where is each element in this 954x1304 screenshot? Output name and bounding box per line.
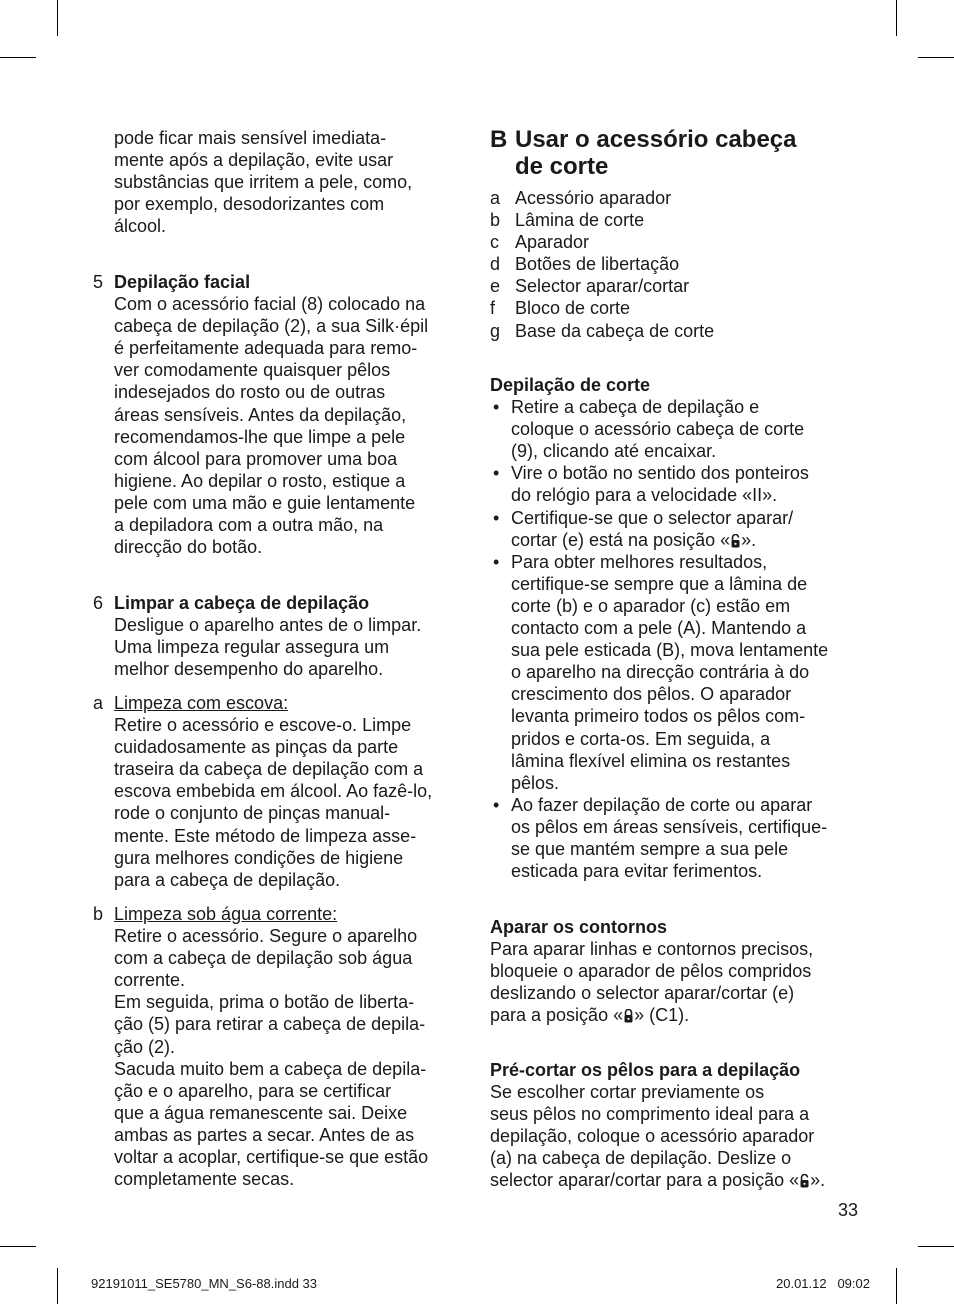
subsection-letter: a xyxy=(93,693,104,713)
text-line: melhor desempenho do aparelho. xyxy=(114,659,384,680)
locked-padlock-icon xyxy=(624,1006,633,1020)
bullet-item xyxy=(490,396,870,462)
text-line: Vire o botão no sentido dos ponteiros xyxy=(511,463,809,484)
section-title: Depilação facial xyxy=(114,272,251,292)
crop-mark xyxy=(896,0,897,36)
text-line: Sacuda muito bem a cabeça de depila- xyxy=(114,1058,427,1079)
text-line: do relógio para a velocidade «II». xyxy=(511,485,778,506)
text-fragment: » (C1). xyxy=(634,1005,690,1026)
list-key: d xyxy=(490,254,501,275)
text-line: seus pêlos no comprimento ideal para a xyxy=(490,1104,810,1125)
bullet-dot: • xyxy=(493,507,500,528)
subsection-title: Limpeza com escova: xyxy=(114,693,289,713)
text-line: por exemplo, desodorizantes com xyxy=(114,194,385,215)
text-line: os pêlos em áreas sensíveis, certifique- xyxy=(511,816,828,837)
text-line: Desligue o aparelho antes de o limpar. xyxy=(114,615,422,636)
bullet-item xyxy=(490,794,870,882)
text-line: substâncias que irritem a pele, como, xyxy=(114,172,413,193)
text-fragment: ». xyxy=(741,529,757,550)
footer-filename: 92191011_SE5780_MN_S6-88.indd 33 xyxy=(91,1276,317,1291)
section-title: Depilação de corte xyxy=(490,375,651,395)
section-title: Pré-cortar os pêlos para a depilação xyxy=(490,1060,801,1080)
text-line: (9), clicando até encaixar. xyxy=(511,441,717,462)
shaving-section xyxy=(490,374,870,882)
text-line: álcool. xyxy=(114,216,167,237)
text-line: mente após a depilação, evite usar xyxy=(114,150,394,171)
text-line: mente. Este método de limpeza asse- xyxy=(114,825,417,846)
text-line: certifique-se sempre que a lâmina de xyxy=(511,573,808,594)
list-item xyxy=(490,253,870,275)
text-line: coloque o acessório cabeça de corte xyxy=(511,419,805,440)
text-fragment: para a posição « xyxy=(490,1005,624,1026)
section-title: Aparar os contornos xyxy=(490,917,668,937)
bullet-item xyxy=(490,462,870,506)
text-line: bloqueie o aparador de pêlos compridos xyxy=(490,961,812,982)
subsection-brush-cleaning xyxy=(114,692,432,891)
text-line: áreas sensíveis. Antes da depilação, xyxy=(114,404,407,425)
list-item xyxy=(490,275,870,297)
list-item xyxy=(490,187,870,209)
text-line: esticada para evitar ferimentos. xyxy=(511,861,763,882)
list-item xyxy=(490,209,870,231)
text-line: contacto com a pele (A). Mantendo a xyxy=(511,618,807,639)
list-label: Selector aparar/cortar xyxy=(515,276,690,297)
crop-mark xyxy=(57,0,58,36)
intro-paragraph xyxy=(114,127,412,237)
text-line: pridos e corta-os. Em seguida, a xyxy=(511,728,771,749)
list-label: Botões de libertação xyxy=(515,254,680,275)
text-line: corrente. xyxy=(114,970,186,991)
text-line: (a) na cabeça de depilação. Deslize o xyxy=(490,1148,792,1169)
bullet-dot: • xyxy=(493,551,500,572)
text-line: Retire a cabeça de depilação e xyxy=(511,397,760,418)
bullet-item xyxy=(490,507,870,551)
section-number: 5 xyxy=(93,272,104,292)
text-line: Para obter melhores resultados, xyxy=(511,551,768,572)
text-line: Ao fazer depilação de corte ou aparar xyxy=(511,794,813,815)
text-line: indesejados do rosto ou de outras xyxy=(114,382,386,403)
bullet-dot: • xyxy=(493,463,500,484)
page-number: 33 xyxy=(838,1200,859,1220)
section-title: Limpar a cabeça de depilação xyxy=(114,593,370,613)
text-line xyxy=(490,1169,825,1191)
list-label: Aparador xyxy=(515,232,590,253)
bullet-dot: • xyxy=(493,397,500,418)
text-line: a depiladora com a outra mão, na xyxy=(114,515,384,536)
text-fragment: cortar (e) está na posição « xyxy=(511,529,731,550)
text-line xyxy=(511,529,870,551)
parts-list xyxy=(490,187,870,342)
text-line: Retire o acessório. Segure o aparelho xyxy=(114,926,418,947)
text-line: o aparelho na direcção contrária à do xyxy=(511,662,810,683)
text-line: Uma limpeza regular assegura um xyxy=(114,637,390,658)
text-line xyxy=(490,1004,813,1026)
text-line: Certifique-se que o selector aparar/ xyxy=(511,507,794,528)
list-label: Bloco de corte xyxy=(515,298,631,319)
list-label: Lâmina de corte xyxy=(515,210,645,231)
text-line: Em seguida, prima o botão de liberta- xyxy=(114,992,415,1013)
text-line: pêlos. xyxy=(511,772,560,793)
text-line: cabeça de depilação (2), a sua Silk·épil xyxy=(114,316,429,337)
text-line: cuidadosamente as pinças da parte xyxy=(114,737,399,758)
text-line: completamente secas. xyxy=(114,1169,295,1190)
bullet-item xyxy=(490,551,870,794)
text-line: ção (5) para retirar a cabeça de depila- xyxy=(114,1014,426,1035)
list-key: e xyxy=(490,276,501,297)
crop-mark xyxy=(918,1246,954,1247)
crop-mark xyxy=(896,1268,897,1304)
text-fragment: ». xyxy=(810,1170,826,1191)
text-line: traseira da cabeça de depilação com a xyxy=(114,759,424,780)
unlocked-padlock-icon xyxy=(800,1171,809,1185)
text-line: deslizando o selector aparar/cortar (e) xyxy=(490,983,795,1004)
list-key: a xyxy=(490,188,501,208)
text-line: lâmina flexível elimina os restantes xyxy=(511,750,791,771)
text-line: com álcool para promover uma boa xyxy=(114,448,398,469)
text-line: rode o conjunto de pinças manual- xyxy=(114,803,391,824)
precut-section xyxy=(490,1059,825,1192)
footer-timestamp xyxy=(776,1276,870,1291)
list-key: c xyxy=(490,232,499,253)
crop-mark xyxy=(57,1268,58,1304)
list-item xyxy=(490,320,870,342)
contours-section xyxy=(490,916,813,1026)
crop-mark xyxy=(918,57,954,58)
text-line: ver comodamente quaisquer pêlos xyxy=(114,360,391,381)
text-line: voltar a acoplar, certifique-se que estão xyxy=(114,1147,429,1168)
section-cleaning xyxy=(114,592,421,680)
text-line: se que mantém sempre a sua pele xyxy=(511,838,789,859)
text-line: Com o acessório facial (8) colocado na xyxy=(114,294,426,315)
text-line: com a cabeça de depilação sob água xyxy=(114,948,413,969)
list-item xyxy=(490,231,870,253)
text-line: sua pele esticada (B), mova lentamente xyxy=(511,640,829,661)
subsection-letter: b xyxy=(93,904,104,924)
list-key: b xyxy=(490,210,501,231)
footer-time: 09:02 xyxy=(837,1276,870,1291)
text-line: para a cabeça de depilação. xyxy=(114,869,341,890)
crop-mark xyxy=(0,57,36,58)
text-line: higiene. Ao depilar o rosto, estique a xyxy=(114,470,406,491)
crop-mark xyxy=(0,1246,36,1247)
text-line: ambas as partes a secar. Antes de as xyxy=(114,1124,415,1145)
text-line: que a água remanescente sai. Deixe xyxy=(114,1102,408,1123)
heading-letter: B xyxy=(490,126,508,153)
text-line: gura melhores condições de higiene xyxy=(114,847,404,868)
section-facial-depilation xyxy=(114,271,428,558)
text-line: pele com uma mão e guie lentamente xyxy=(114,492,416,513)
text-line: corte (b) e o aparador (c) estão em xyxy=(511,595,791,616)
text-line: Se escolher cortar previamente os xyxy=(490,1082,765,1103)
text-line: escova embebida em álcool. Ao fazê-lo, xyxy=(114,781,433,802)
bullet-dot: • xyxy=(493,794,500,815)
unlocked-padlock-icon xyxy=(731,531,740,545)
text-fragment: selector aparar/cortar para a posição « xyxy=(490,1170,800,1191)
list-key: f xyxy=(490,298,496,319)
text-line: ção (2). xyxy=(114,1036,176,1057)
text-line: Retire o acessório e escove-o. Limpe xyxy=(114,715,412,736)
text-line: crescimento dos pêlos. O aparador xyxy=(511,684,792,705)
subsection-water-cleaning xyxy=(114,903,428,1190)
list-key: g xyxy=(490,320,501,341)
text-line: pode ficar mais sensível imediata- xyxy=(114,128,387,148)
text-line: Para aparar linhas e contornos precisos, xyxy=(490,939,814,960)
text-line: direcção do botão. xyxy=(114,537,263,558)
subsection-title: Limpeza sob água corrente: xyxy=(114,904,338,924)
text-line: ção e o aparelho, para se certificar xyxy=(114,1080,392,1101)
text-line: levanta primeiro todos os pêlos com- xyxy=(511,706,806,727)
section-number: 6 xyxy=(93,593,104,613)
list-label: Acessório aparador xyxy=(515,188,672,208)
footer-date: 20.01.12 xyxy=(776,1276,827,1291)
text-line: depilação, coloque o acessório aparador xyxy=(490,1126,815,1147)
text-line: recomendamos-lhe que limpe a pele xyxy=(114,426,406,447)
heading-line: Usar o acessório cabeça xyxy=(515,126,797,153)
text-line: é perfeitamente adequada para remo- xyxy=(114,338,418,359)
heading-line: de corte xyxy=(515,153,609,180)
list-item xyxy=(490,297,870,319)
list-label: Base da cabeça de corte xyxy=(515,320,715,341)
